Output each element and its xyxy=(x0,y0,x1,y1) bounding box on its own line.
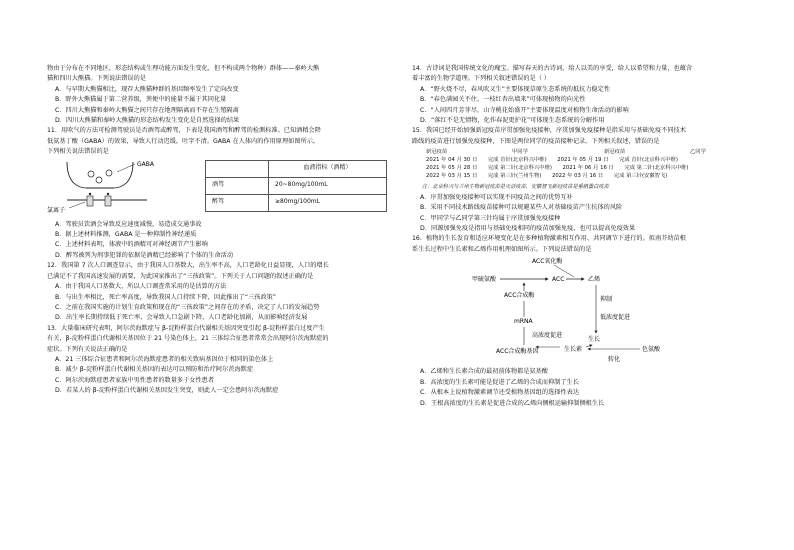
question-11-stem: 低氨基丁酸（GABA）的效果，导致人行动迟缓，吐字不清。GABA 在人体内的作用原理如图所示。 xyxy=(47,137,320,145)
option-a: A．由于我国人口基数大，所以人口调查常采用的是估算的方法 xyxy=(55,283,227,291)
option-c: C．四川大熊猫和秦岭大熊猫之间只存在地理隔离而不存在生殖隔离 xyxy=(55,106,239,114)
acc-gene-label: ACC合成酶基因 xyxy=(496,348,539,356)
acc-oxidase-label: ACC氧化酶 xyxy=(532,258,563,266)
question-14-stem: 着丰富的生物学道理。下列相关叙述错误的是（ ） xyxy=(412,75,551,83)
option-a: A．21 三体综合征患者和阿尔茨海默症患者的相关致病基因位于相同的染色体上 xyxy=(55,355,274,363)
option-d: D．王根高浓度的生长素是促进合成的乙烯向侧根运输抑制侧根生长 xyxy=(420,399,605,407)
table-header: 血液指标（酒精） xyxy=(269,160,387,177)
option-a: A．驾驶员饮酒会导致反应速度减慢，易造成交通事故 xyxy=(55,220,202,228)
intro-line: 物由于分布在不同地区，形态结构或生理功能方面发生变化，但不构成两个物种）群体——秦岭大熊 xyxy=(47,65,320,72)
option-b: B．减少 β-淀粉样蛋白代谢相关基因的表达可以预防和治疗阿尔茨海默症 xyxy=(55,366,254,374)
synapse-diagram xyxy=(47,158,167,220)
chloride-label: 氯离子 xyxy=(47,206,66,214)
vaccine-header-cell: 甲同学 xyxy=(512,149,528,156)
table-cell: 醉驾 xyxy=(206,194,269,211)
high-conc-label: 高浓度促进 xyxy=(532,332,563,340)
option-a: A．乙烯和生长素合成的最初前体物都是氨基酸 xyxy=(420,368,548,376)
vaccine-note: 注：北京科兴与兰州生物新冠疫苗是灭活疫苗，安徽智飞新冠疫苗是重组蛋白疫苗 xyxy=(422,184,609,191)
tryptophan-label: 色氨酸 xyxy=(642,346,661,354)
option-d: D．四川大熊猫和秦岭大熊猫的形态结构发生变化是自然选择的结果 xyxy=(55,117,240,125)
option-b: B．“春色满园关不住，一枝红杏出墙来”可体现植物的向光性 xyxy=(420,96,586,104)
question-13-stem: 有关，β-淀粉样蛋白代谢相关基因位于 21 号染色体上，21 三体综合征患者常常会出现阿尔茨海默症的 xyxy=(47,335,329,343)
option-a: A．与早期大熊猫相比，现存大熊猫种群的基因频率发生了定向改变 xyxy=(55,85,239,93)
right-column xyxy=(412,64,784,409)
option-a: A．“野火烧不尽，春风吹又生”主要体现草原生态系统的抵抗力稳定性 xyxy=(420,85,611,93)
acc-label: ACC xyxy=(552,276,565,284)
table-cell: ≥80mg/100mL xyxy=(269,194,387,211)
vaccine-row: 2022 年 03 月 15 日 完成 第三针(兰州生物) 2022 年 03 月 16 日 完成 第三针(安徽智飞) xyxy=(426,172,668,179)
option-b: B．采用不同技术路线疫苗接种可以规避某些人对基础疫苗产生抗体的风险 xyxy=(420,204,623,212)
question-15-stem: 15．我国已经开始加强新冠疫苗序贯加强免疫接种，序贯加强免疫接种是指采用与基础免疫不同技术 xyxy=(412,127,686,135)
vaccine-record xyxy=(426,149,784,180)
hormone-diagram xyxy=(412,255,784,367)
question-16-stem: 16．植物的生长发育和适应环境变化是在多种植物激素相互作用、共同调节下进行的。拟南芥幼苗根 xyxy=(412,235,686,243)
gaba-label: GABA xyxy=(137,160,154,168)
option-d: D．醉驾被列为刑事犯罪的依据是酒精已经影响了个体的生命活动 xyxy=(55,251,234,259)
option-b: B．与出生率相比，死亡率高度，导致我国人口持续下降，因此推出了“三孩政策” xyxy=(55,293,277,301)
option-b: B．据上述材料推测，GABA 是一种抑制性神经递质 xyxy=(55,231,197,239)
question-11-stem: 下列相关说法错误的是 xyxy=(47,148,109,156)
question-13-stem: 13．大量临床研究表明，阿尔茨海默症与 β-淀粉样蛋白代谢相关基因突变引起 β-淀粉样蛋白过度产生 xyxy=(47,324,325,332)
option-c: C．之前在我国实施的计划生育政策和现在的“三孩政策”之间存在的矛盾，决定了人口的发展趋势 xyxy=(55,303,320,311)
question-16-stem: 系生长过程中生长素和乙烯作用机理如图所示。下列说法错误的是 xyxy=(412,245,592,253)
vaccine-header-cell: 乙同学 xyxy=(690,149,706,156)
option-c: C．从根本上说植物激素调节还受植物基因组的选择性表达 xyxy=(420,389,580,397)
option-d: D．出生率长期持续低于死亡率，会导致人口急剧下降，人口老龄化加剧，从而影响经济发展 xyxy=(55,314,308,322)
transform-label: 转化 xyxy=(608,356,621,364)
methionine-label: 甲硫氨酸 xyxy=(472,276,497,284)
inhibit-label: 抑制 xyxy=(600,296,613,304)
vaccine-header-cell: 新冠疫苗 xyxy=(604,149,626,156)
vaccine-header xyxy=(426,149,784,157)
question-12-stem: 已满足不了我国高速发展的需要，为此国家推出了“三孩政策”。下列关于人口问题的叙述正确的是 xyxy=(47,272,314,280)
intro-line: 猫和四川大熊猫。下列说法错误的是 xyxy=(47,75,146,83)
vaccine-header-cell: 新冠疫苗 xyxy=(426,149,448,156)
option-c: C．“人间四月芳菲尽，山寺桃花始盛开”主要体现温度对植物生命活动的影响 xyxy=(420,106,629,114)
mrna-label: mRNA xyxy=(514,318,533,326)
question-15-stem: 路线的疫苗进行加强免疫接种，下图是两位同学的疫苗接种记录。下列相关叙述，错误的是 xyxy=(412,137,660,145)
auxin-label: 生长素 xyxy=(564,346,583,354)
left-column xyxy=(47,64,419,397)
table-cell: 20~80mg/100mL xyxy=(269,177,387,194)
acc-synthase-label: ACC合成酶 xyxy=(504,292,535,300)
option-b: B．高浓度的生长素可能是促进了乙烯的合成而抑制了生长 xyxy=(420,378,579,386)
vaccine-row: 2021 年 04 月 30 日 完成 首针(北京科兴中维) 2021 年 05 月 19 日 完成 首针(北京科兴中维) xyxy=(426,157,678,164)
option-d: D．“落红不是无情物，化作春泥更护花”可体现生态系统的分解作用 xyxy=(420,117,605,125)
option-d: D．若某人的 β-淀粉样蛋白代谢相关基因发生突变，则此人一定会患阿尔茨海默症 xyxy=(55,387,279,395)
hormone-diagram-area xyxy=(412,255,784,367)
table-cell: 酒驾 xyxy=(206,177,269,194)
question-14-stem: 14．古诗词是我国传统文化的瑰宝。描写春天的古诗词，给人以美的享受，给人以希望和力量，也蕴含 xyxy=(412,65,693,72)
question-11-figure-area xyxy=(47,158,419,220)
question-11-stem: 11．用吹气的方法可检测驾驶员是否酒驾或醉驾，下表是我国酒驾和醉驾的检测标准。已知酒精会降 xyxy=(47,127,321,135)
option-c: C．甲同学与乙同学第三针均属于序贯加强免疫接种 xyxy=(420,214,561,222)
option-a: A．序贯加强免疫接种可以实现不同疫苗之间的优势互补 xyxy=(420,193,573,201)
growth-label: 生长 xyxy=(588,336,601,344)
question-12-stem: 12．我国第 7 次人口调查显示，由于我国人口基数大，出生率不高，人口老龄化日益显现，人口的增长 xyxy=(47,262,329,270)
option-d: D．同源加强免疫是指用与基础免疫相同的疫苗加强免疫，也可以提高免疫效果 xyxy=(420,225,636,233)
option-c: C．阿尔茨海默症患者家族中男性患者的数量多于女性患者 xyxy=(55,376,215,384)
option-b: B．野外大熊猫属于第二营养级，粪便中的能量不属于其同化量 xyxy=(55,96,227,104)
ethylene-label: 乙烯 xyxy=(588,276,601,284)
question-13-stem: 症状。下列有关说法正确的是 xyxy=(47,345,128,353)
alcohol-standard-table xyxy=(205,160,387,212)
low-conc-label: 低浓度促进 xyxy=(600,314,631,322)
option-c: C．上述材料表明，体液中的酒精可对神经调节产生影响 xyxy=(55,241,208,249)
vaccine-row: 2021 年 05 月 28 日 完成 第二针(北京科兴中维) 2021 年 06 月 16 日 完成 第二针(北京科兴中维) xyxy=(426,164,689,171)
